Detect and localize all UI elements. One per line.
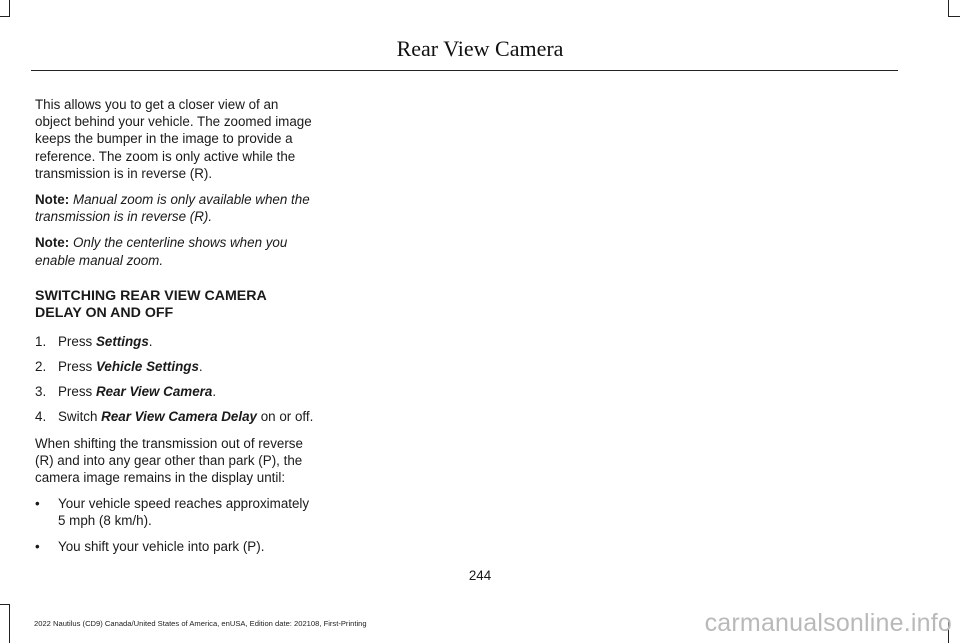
crop-mark-top-left-horizontal <box>0 16 10 17</box>
page-header-title: Rear View Camera <box>396 36 564 61</box>
footer-edition-info: 2022 Nautilus (CD9) Canada/United States of America, enUSA, Edition date: 202108, First-Printing <box>34 619 367 628</box>
step-emphasis: Vehicle Settings <box>95 359 199 375</box>
bullet-text: You shift your vehicle into park (P). <box>58 538 265 554</box>
list-item <box>35 495 317 529</box>
bullet-icon: • <box>35 538 40 554</box>
step-number: 2. <box>35 359 47 375</box>
note-text: Manual zoom is only available when the transmission is in reverse (R). <box>35 192 310 225</box>
step-number: 3. <box>35 384 47 400</box>
intro-paragraph: This allows you to get a closer view of an object behind your vehicle. The zoomed image keeps the bumper in the image to provide a reference. The zoom is only active while the transmission is in reverse (R). <box>35 97 312 181</box>
crop-mark-top-right-vertical <box>948 0 949 16</box>
section-heading-line: SWITCHING REAR VIEW CAMERA <box>35 287 267 304</box>
section-heading <box>35 288 317 323</box>
bullet-list <box>35 495 317 555</box>
note-label: Note: <box>35 235 70 251</box>
note-label: Note: <box>35 192 70 208</box>
step-suffix: on or off. <box>257 409 314 425</box>
step-prefix: Press <box>58 359 96 375</box>
note-centerline <box>35 234 317 268</box>
note-text: Only the centerline shows when you enable manual zoom. <box>35 235 288 268</box>
bullet-icon: • <box>35 496 40 512</box>
header-rule <box>31 70 898 71</box>
step-emphasis: Rear View Camera <box>95 384 213 400</box>
step-suffix: . <box>212 384 217 400</box>
step-prefix: Press <box>58 333 96 349</box>
step-number: 4. <box>35 409 47 425</box>
steps-list <box>35 333 317 426</box>
list-item <box>35 538 317 555</box>
step-number: 1. <box>35 333 47 349</box>
step-suffix: . <box>198 359 203 375</box>
crop-mark-top-right-horizontal <box>948 16 960 17</box>
list-item <box>35 333 317 350</box>
step-prefix: Press <box>58 384 96 400</box>
note-manual-zoom <box>35 191 317 225</box>
watermark: carmanualsonline.info <box>704 609 952 637</box>
list-item <box>35 383 317 400</box>
section-heading-line: DELAY ON AND OFF <box>35 305 174 322</box>
list-item <box>35 358 317 375</box>
step-emphasis: Rear View Camera Delay <box>101 409 257 425</box>
bullet-text: Your vehicle speed reaches approximately 5 mph (8 km/h). <box>58 496 310 529</box>
step-prefix: Switch <box>58 409 102 425</box>
content-column <box>35 96 317 564</box>
crop-mark-top-left-vertical <box>9 0 10 16</box>
page-number: 244 <box>468 568 492 583</box>
step-emphasis: Settings <box>95 333 149 349</box>
crop-mark-bottom-left-horizontal <box>0 604 10 605</box>
shift-paragraph: When shifting the transmission out of reverse (R) and into any gear other than park (P), the camera image remains in the display until: <box>35 435 303 486</box>
crop-mark-bottom-left-vertical <box>9 604 10 643</box>
step-suffix: . <box>148 333 153 349</box>
list-item <box>35 408 317 425</box>
